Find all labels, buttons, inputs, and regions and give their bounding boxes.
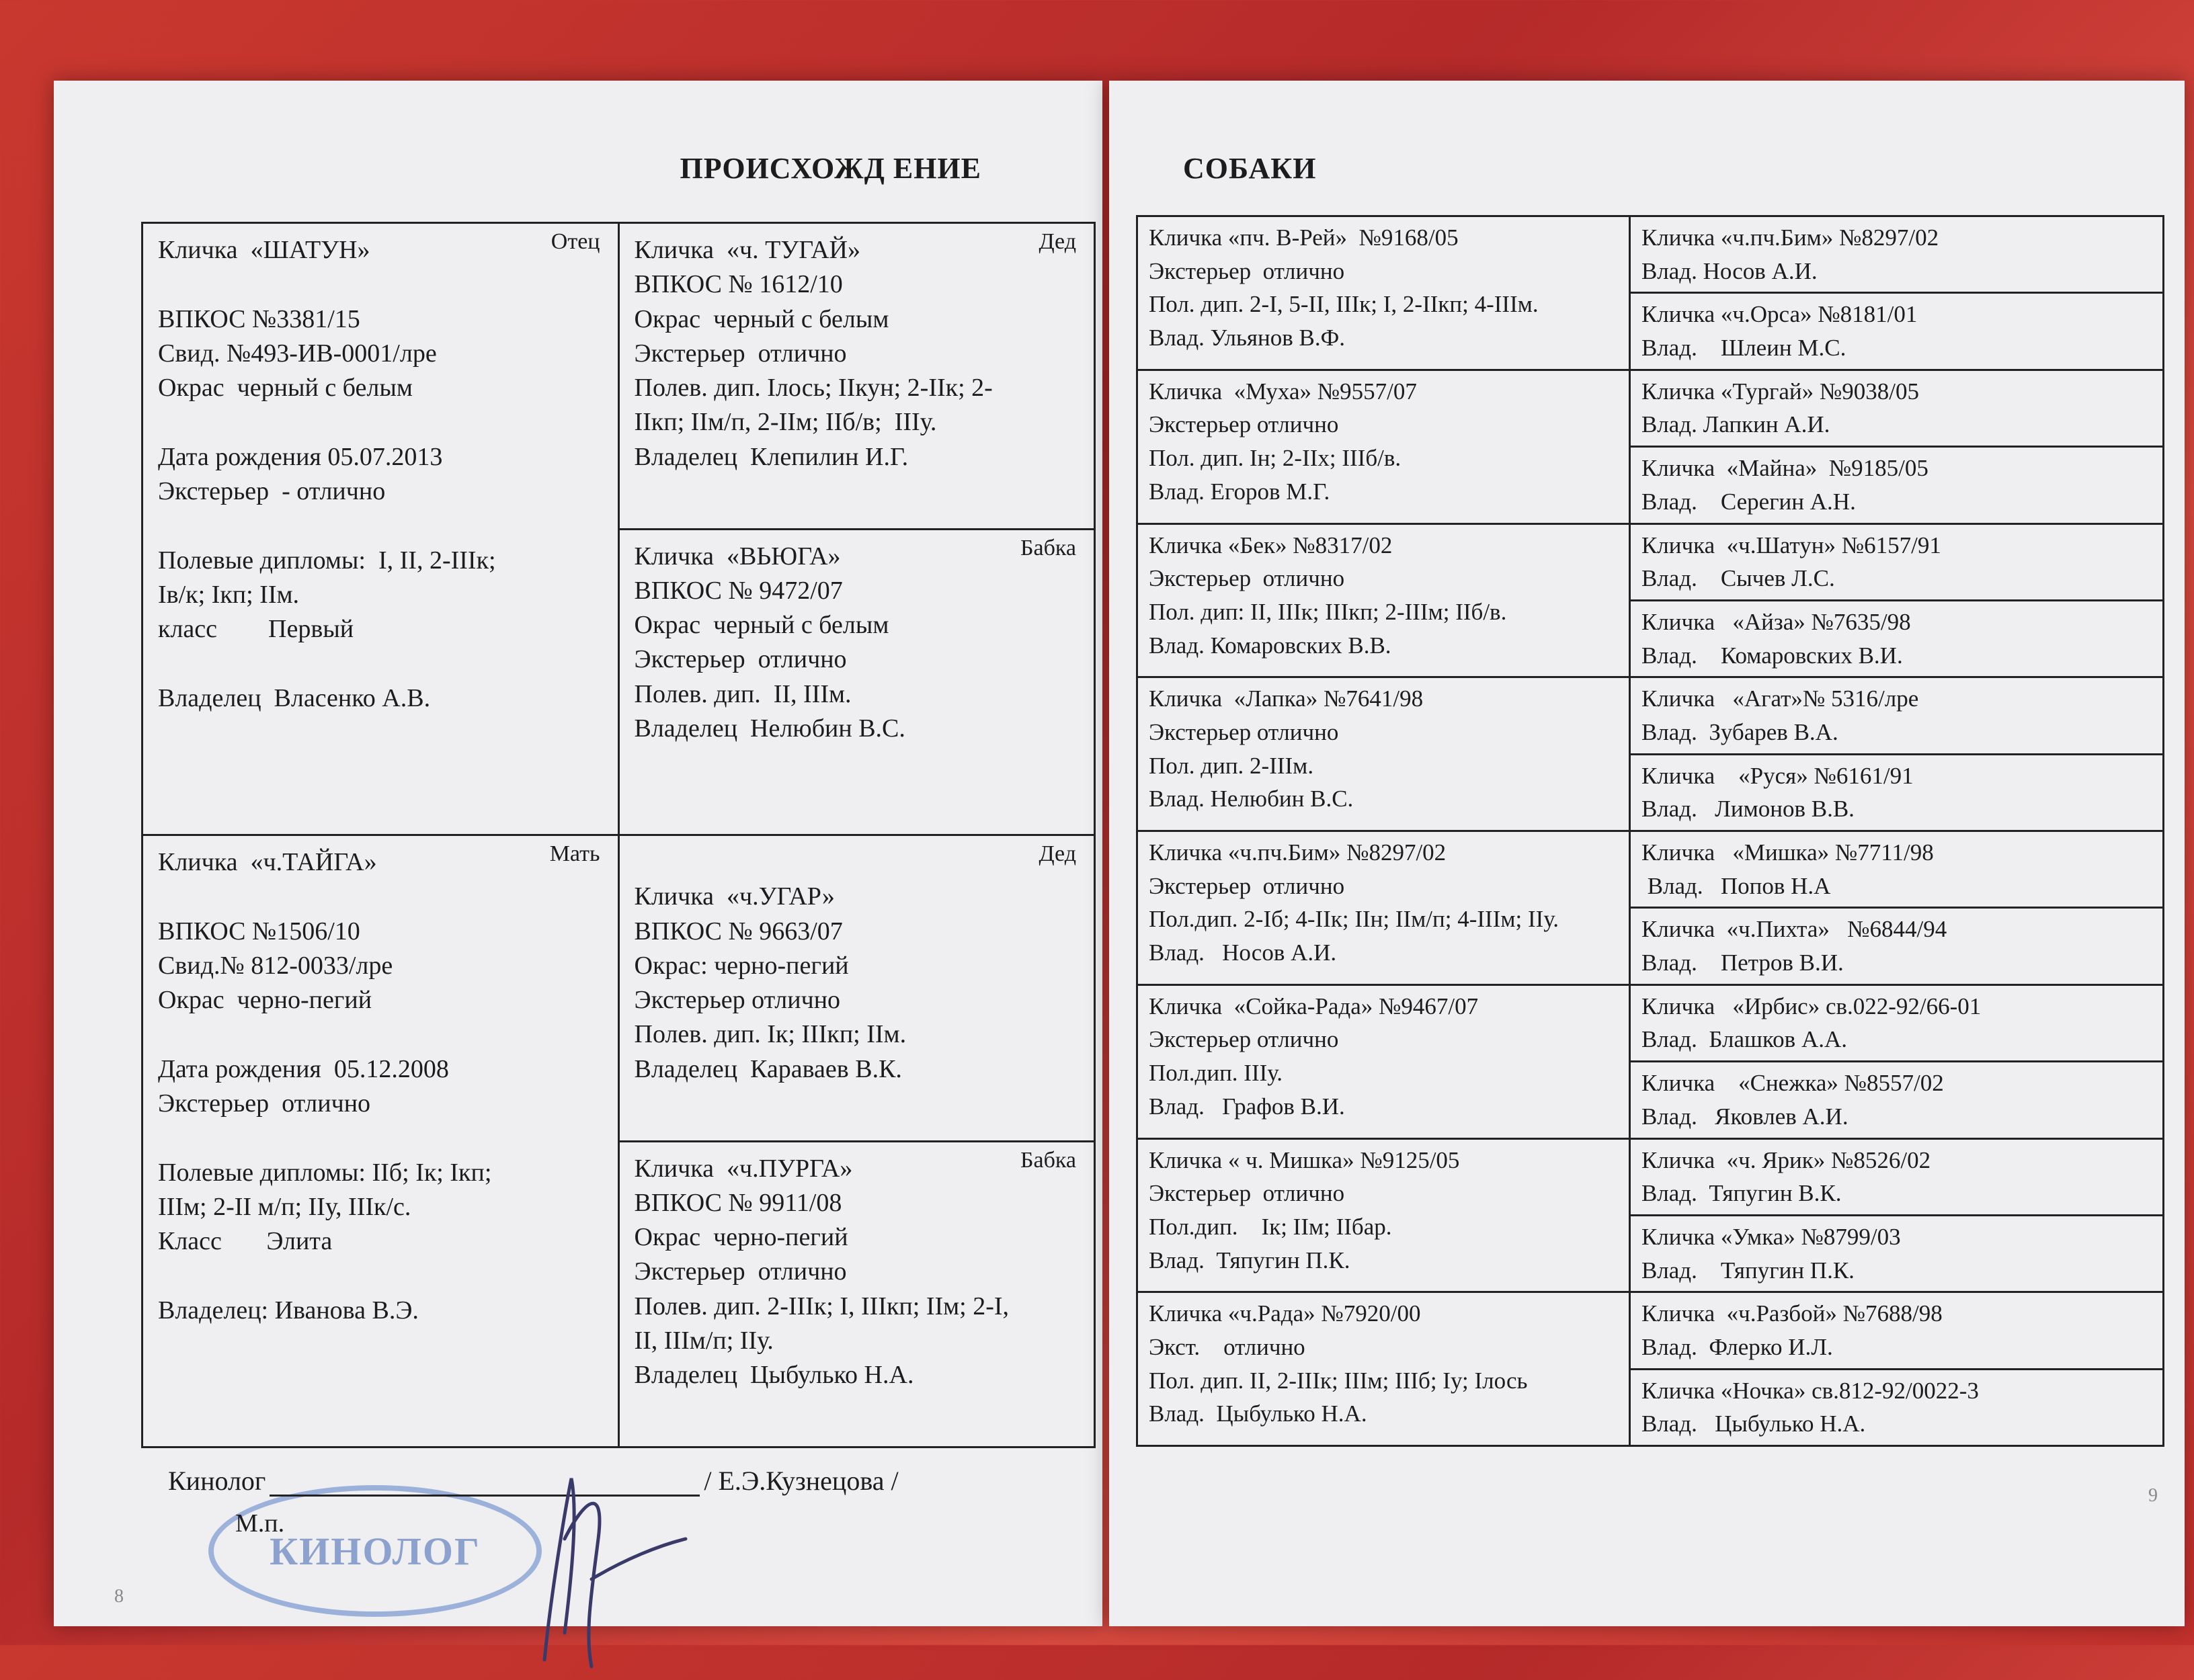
text-line: Кличка «Майна» №9185/05 (1641, 455, 1928, 482)
text-line: Экстерьер отлично (1149, 257, 1345, 284)
text-line: Кличка «Бек» №8317/02 (1149, 532, 1393, 558)
text-line: Кличка «ч.пч.Бим» №8297/02 (1641, 224, 1939, 251)
text-line: Окрас: черно-пегий (634, 951, 849, 980)
ancestor-parent-cell (1629, 523, 2163, 600)
text-line: ВПКОС № 9911/08 (634, 1188, 842, 1217)
text-line: Кличка «ч.ТАЙГА» (158, 848, 377, 876)
ancestor-info (1149, 375, 1618, 509)
grandfather-paternal-info (635, 233, 1080, 474)
ancestor-parent-cell (1629, 1215, 2163, 1292)
ancestors-table (1136, 215, 2164, 1447)
text-line: Окрас черно-пегий (634, 1223, 848, 1252)
ancestor-parent-info (1641, 375, 2152, 442)
text-line: Кличка «Тургай» №9038/05 (1641, 378, 1919, 405)
text-line: Влад. Нелюбин В.С. (1149, 786, 1354, 812)
ancestor-parent-info (1641, 1297, 2152, 1363)
father-info (158, 233, 603, 716)
grandmother-paternal-info (635, 540, 1080, 747)
ancestor-info (1149, 836, 1618, 970)
text-line: Пол. дип: II, IIIк; IIIкп; 2-IIIм; IIб/в. (1149, 598, 1507, 625)
text-line: Кличка «Лапка» №7641/98 (1149, 685, 1424, 712)
text-line (158, 267, 603, 302)
text-line: Полев. дип. Iк; IIIкп; IIм. (634, 1020, 907, 1049)
text-line: Экст. отлично (1149, 1333, 1305, 1360)
text-line: Владелец: Иванова В.Э. (158, 1296, 419, 1325)
ancestor-info (1149, 529, 1618, 663)
role-label: Дед (1039, 229, 1076, 254)
text-line: Экстерьер отлично (158, 1089, 371, 1118)
text-line: Кличка «Снежка» №8557/02 (1641, 1070, 1944, 1097)
text-line: Пол.дип. Iк; IIм; IIбар. (1149, 1213, 1392, 1240)
ancestor-parent-info (1641, 452, 2152, 518)
text-line: Кличка «Мишка» №7711/98 (1641, 839, 1934, 866)
text-line: Пол. дип. 2-IIIм. (1149, 752, 1314, 779)
text-line: Влад. Лапкин А.И. (1641, 411, 1830, 438)
text-line: ВПКОС №3381/15 (158, 304, 360, 333)
text-line: Экстерьер отлично (634, 339, 847, 368)
text-line: Владелец Цыбулько Н.А. (634, 1361, 914, 1390)
text-line: Кличка «ч. ТУГАЙ» (634, 236, 860, 264)
text-line: Кличка «Ирбис» св.022-92/66-01 (1641, 993, 1982, 1019)
ancestor-cell (1137, 523, 1630, 677)
parents-table (141, 222, 1096, 1448)
ancestor-parent-cell (1629, 831, 2163, 908)
grandmother-maternal-cell (618, 1141, 1095, 1447)
ancestor-parent-cell (1629, 1292, 2163, 1369)
text-line: Кличка «Умка» №8799/03 (1641, 1223, 1901, 1250)
right-page (1109, 81, 2185, 1626)
ancestor-parent-info (1641, 1374, 2152, 1441)
handwritten-signature (524, 1458, 699, 1680)
ancestor-parent-info (1641, 1144, 2152, 1210)
ancestor-cell (1137, 831, 1630, 985)
text-line: Дата рождения 05.07.2013 (158, 442, 443, 471)
text-line: Кличка «ч. Ярик» №8526/02 (1641, 1146, 1931, 1173)
text-line: Влад. Серегин А.Н. (1641, 488, 1856, 515)
text-line: Кличка «Ночка» св.812-92/0022-3 (1641, 1377, 1979, 1404)
text-line: Кличка «ч.ПУРГА» (634, 1154, 853, 1183)
text-line (635, 845, 1080, 880)
kinolog-name: / Е.Э.Кузнецова / (704, 1466, 899, 1496)
ancestor-parent-info (1641, 298, 2152, 364)
text-line: Экстерьер отлично (1149, 872, 1345, 899)
text-line (158, 1017, 603, 1052)
text-line: Кличка « ч. Мишка» №9125/05 (1149, 1146, 1460, 1173)
text-line (158, 647, 603, 681)
text-line: Влад. Носов А.И. (1149, 939, 1337, 966)
text-line: Влад. Лимонов В.В. (1641, 796, 1855, 823)
text-line: Экстерьер отлично (634, 645, 847, 674)
text-line: Влад. Сычев Л.С. (1641, 565, 1835, 592)
ancestor-info (1149, 990, 1618, 1124)
grandmother-maternal-info (635, 1152, 1080, 1393)
ancestor-parent-cell (1629, 754, 2163, 831)
text-line (158, 1121, 603, 1155)
text-line: Кличка «ВЬЮГА» (634, 542, 841, 571)
text-line: Кличка «ШАТУН» (158, 236, 370, 264)
text-line: Влад. Тяпугин П.К. (1641, 1257, 1855, 1284)
ancestor-cell (1137, 984, 1630, 1138)
text-line: Пол. дип. Iн; 2-IIх; IIIб/в. (1149, 445, 1401, 472)
text-line: ВПКОС №1506/10 (158, 917, 360, 946)
ancestor-cell (1137, 1138, 1630, 1292)
text-line: Экстерьер отлично (634, 1257, 847, 1286)
text-line: Владелец Караваев В.К. (634, 1054, 902, 1083)
mother-cell (143, 835, 619, 1447)
father-cell (143, 223, 619, 835)
page-number-left: 8 (114, 1586, 124, 1607)
text-line: Свид.№ 812-0033/лре (158, 951, 393, 980)
text-line: IIIм; 2-II м/п; IIу, IIIк/с. (158, 1192, 411, 1221)
kennel-stamp (208, 1485, 542, 1617)
text-line (158, 509, 603, 543)
text-line: Свид. №493-ИВ-0001/лре (158, 339, 437, 368)
ancestor-parent-info (1641, 913, 2152, 979)
text-line: Окрас черно-пегий (158, 986, 372, 1015)
text-line: Пол. дип. II, 2-IIIк; IIIм; IIIб; Iу; Iлось (1149, 1367, 1528, 1394)
text-line: Влад. Комаровских В.И. (1641, 642, 1903, 669)
text-line: Кличка «Руся» №6161/91 (1641, 762, 1914, 789)
ancestor-parent-info (1641, 759, 2152, 826)
text-line: Полев. дип. 2-IIIк; I, IIIкп; IIм; 2-I, (634, 1292, 1010, 1320)
text-line: Влад. Флерко И.Л. (1641, 1333, 1833, 1360)
text-line: ВПКОС № 9472/07 (634, 576, 843, 605)
kinolog-label: Кинолог (168, 1466, 266, 1496)
text-line: Влад. Графов В.И. (1149, 1093, 1345, 1120)
text-line: Влад. Зубарев В.А. (1641, 718, 1838, 745)
ancestor-parent-info (1641, 1066, 2152, 1133)
text-line: Пол.дип. 2-Iб; 4-IIк; IIн; IIм/п; 4-IIIм; IIу. (1149, 906, 1559, 933)
text-line: Экстерьер отлично (1149, 718, 1339, 745)
ancestor-parent-info (1641, 605, 2152, 672)
text-line: Кличка «Сойка-Рада» №9467/07 (1149, 993, 1479, 1019)
ancestor-parent-cell (1629, 1369, 2163, 1445)
text-line: Полев. дип. Iлось; IIкун; 2-IIк; 2- (634, 374, 993, 403)
text-line: Класс Элита (158, 1227, 333, 1256)
grandfather-maternal-cell (618, 835, 1095, 1142)
text-line: Окрас черный с белым (634, 611, 889, 640)
grandfather-maternal-info (635, 845, 1080, 1087)
text-line: Экстерьер отлично (1149, 1026, 1339, 1053)
ancestor-info (1149, 682, 1618, 816)
text-line: Кличка «ч.Пихта» №6844/94 (1641, 916, 1947, 943)
ancestor-cell (1137, 1292, 1630, 1446)
ancestor-parent-info (1641, 836, 2152, 902)
role-label: Мать (549, 841, 600, 866)
ancestor-parent-cell (1629, 447, 2163, 523)
text-line: ВПКОС № 9663/07 (634, 917, 843, 946)
ancestor-parent-cell (1629, 1138, 2163, 1215)
page-title-left: ПРОИСХОЖД ЕНИЕ (680, 152, 981, 185)
text-line: Дата рождения 05.12.2008 (158, 1054, 449, 1083)
ancestor-parent-info (1641, 990, 2152, 1056)
text-line: Владелец Нелюбин В.С. (634, 714, 905, 743)
text-line: Окрас черный с белым (634, 304, 889, 333)
text-line: Кличка «ч.пч.Бим» №8297/02 (1149, 839, 1447, 866)
ancestor-info (1149, 1144, 1618, 1277)
text-line: II, IIIм/п; IIу. (634, 1326, 774, 1355)
role-label: Бабка (1020, 1147, 1076, 1173)
text-line: Влад. Цыбулько Н.А. (1641, 1411, 1866, 1437)
ancestor-parent-cell (1629, 908, 2163, 984)
text-line: IIкп; IIм/п, 2-IIм; IIб/в; IIIу. (634, 408, 937, 437)
text-line: Кличка «пч. В-Рей» №9168/05 (1149, 224, 1459, 251)
ancestor-cell (1137, 216, 1630, 370)
ancestor-parent-cell (1629, 216, 2163, 293)
text-line: Кличка «Айза» №7635/98 (1641, 608, 1911, 635)
stamp-text: КИНОЛОГ (270, 1529, 481, 1573)
text-line: Полевые дипломы: IIб; Iк; Iкп; (158, 1158, 492, 1187)
ancestor-cell (1137, 370, 1630, 523)
text-line: Экстерьер отлично (634, 986, 841, 1015)
ancestor-parent-cell (1629, 370, 2163, 446)
text-line: Кличка «ч.Рада» №7920/00 (1149, 1300, 1421, 1327)
text-line: Владелец Власенко А.В. (158, 683, 431, 712)
text-line (158, 1259, 603, 1294)
ancestor-cell (1137, 677, 1630, 831)
text-line: Влад. Егоров М.Г. (1149, 478, 1330, 505)
ancestor-parent-info (1641, 682, 2152, 749)
text-line: Влад. Блашков А.А. (1641, 1026, 1847, 1053)
text-line: Влад. Цыбулько Н.А. (1149, 1400, 1367, 1427)
ancestor-info (1149, 1297, 1618, 1431)
text-line: Влад. Шлеин М.С. (1641, 335, 1846, 362)
left-page (54, 81, 1102, 1626)
text-line: Кличка «Муха» №9557/07 (1149, 378, 1417, 405)
text-line: Пол.дип. IIIу. (1149, 1060, 1283, 1087)
page-number-right: 9 (2148, 1485, 2158, 1506)
text-line: Полевые дипломы: I, II, 2-IIIк; (158, 546, 496, 575)
ancestor-parent-cell (1629, 1062, 2163, 1138)
text-line: Влад. Комаровских В.В. (1149, 632, 1391, 659)
text-line: Влад. Петров В.И. (1641, 950, 1844, 976)
text-line: Экстерьер отлично (1149, 1180, 1345, 1207)
text-line: Кличка «ч.Разбой» №7688/98 (1641, 1300, 1943, 1327)
ancestor-parent-cell (1629, 600, 2163, 677)
role-label: Отец (551, 229, 600, 254)
text-line: Iв/к; Iкп; IIм. (158, 580, 300, 609)
text-line: Пол. дип. 2-I, 5-II, IIIк; I, 2-IIкп; 4-IIIм. (1149, 291, 1539, 318)
text-line: Кличка «ч.УГАР» (634, 882, 835, 911)
text-line: Кличка «ч.Шатун» №6157/91 (1641, 532, 1941, 558)
ancestor-parent-cell (1629, 984, 2163, 1061)
mp-label: М.п. (235, 1509, 285, 1538)
text-line: класс Первый (158, 615, 354, 644)
text-line: Окрас черный с белым (158, 374, 413, 403)
mother-info (158, 845, 603, 1328)
text-line: Экстерьер отлично (1149, 565, 1345, 592)
role-label: Бабка (1020, 535, 1076, 560)
text-line: Влад. Ульянов В.Ф. (1149, 325, 1346, 351)
text-line: Кличка «ч.Орса» №8181/01 (1641, 301, 1918, 328)
text-line: Экстерьер отлично (1149, 411, 1339, 438)
role-label: Дед (1039, 841, 1076, 866)
text-line: ВПКОС № 1612/10 (634, 270, 843, 299)
text-line: Владелец Клепилин И.Г. (634, 442, 909, 471)
text-line (158, 405, 603, 439)
text-line (158, 880, 603, 914)
ancestor-parent-info (1641, 1220, 2152, 1287)
text-line: Влад. Попов Н.А (1641, 872, 1831, 899)
ancestor-parent-cell (1629, 677, 2163, 754)
text-line: Кличка «Агат»№ 5316/лре (1641, 685, 1919, 712)
text-line: Влад. Тяпугин В.К. (1641, 1180, 1842, 1207)
grandmother-paternal-cell (618, 529, 1095, 835)
text-line: Полев. дип. II, IIIм. (634, 679, 852, 708)
ancestor-parent-info (1641, 529, 2152, 595)
grandfather-paternal-cell (618, 223, 1095, 530)
page-title-right: СОБАКИ (1183, 152, 1317, 185)
ancestor-parent-cell (1629, 293, 2163, 370)
ancestor-info (1149, 221, 1618, 355)
text-line: Влад. Тяпугин П.К. (1149, 1247, 1350, 1273)
ancestor-parent-info (1641, 221, 2152, 288)
text-line: Экстерьер - отлично (158, 477, 386, 506)
text-line: Влад. Носов А.И. (1641, 257, 1818, 284)
text-line: Влад. Яковлев А.И. (1641, 1103, 1848, 1130)
